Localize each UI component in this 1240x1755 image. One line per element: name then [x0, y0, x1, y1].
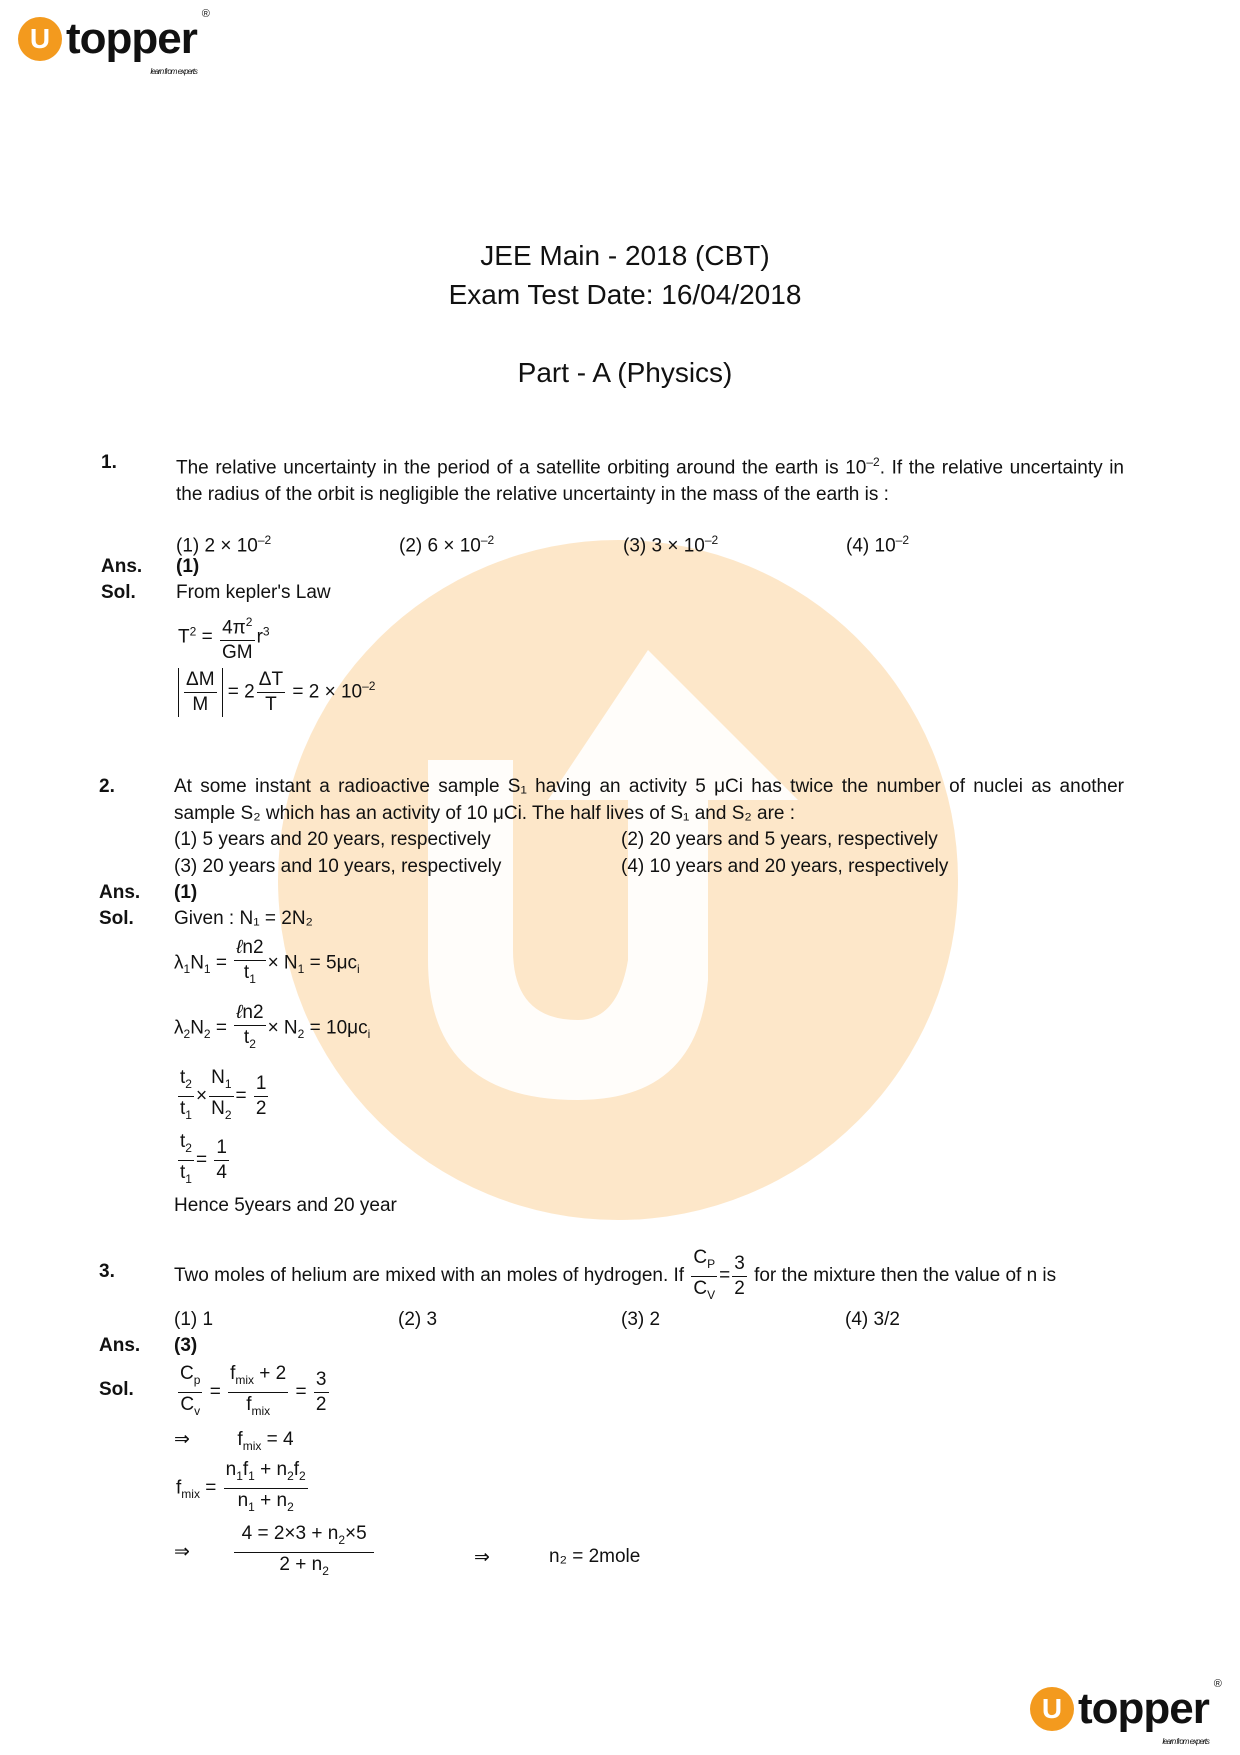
logo-reg: ®: [201, 8, 209, 20]
q1-number: 1.: [101, 452, 117, 473]
q3-sol-label: Sol.: [99, 1379, 134, 1400]
q2-eq-2: $\lambda_2N_2$ = $\frac{\text{ℓn2}}{t_2}$ × $N_2 = 10\mu c_i$: [174, 1002, 371, 1051]
q2-sol-label: Sol.: [99, 908, 134, 929]
q3-implies: ⇒: [474, 1547, 490, 1568]
q2-answer: (1): [174, 882, 198, 903]
topper-logo-icon: U: [1030, 1687, 1074, 1731]
q1-option-3: (3) $3 \times 10^{-2}$: [623, 533, 719, 557]
q1-text: The relative uncertainty in the period of a satellite orbiting around the earth is $10^{-2}$. If the relative uncertainty in the radius of the orbit is negligible the relative uncertainty in the mass of the earth is :: [176, 455, 1124, 506]
q1-option-1: (1) $2 \times 10^{-2}$: [176, 533, 272, 557]
q3-option-4: (4) 3/2: [845, 1309, 900, 1330]
logo-reg: ®: [1213, 1678, 1221, 1690]
q2-number: 2.: [99, 776, 115, 797]
q2-option-1: (1) 5 years and 20 years, respectively: [174, 829, 491, 850]
q3-eq-2: ⇒ $f_{mix} = 4$: [174, 1429, 294, 1453]
exam-title: JEE Main - 2018 (CBT): [480, 240, 770, 271]
logo-word: topper: [1078, 1684, 1209, 1733]
q2-option-3: (3) 20 years and 10 years, respectively: [174, 856, 502, 877]
logo-word: topper: [66, 14, 197, 63]
q3-answer: (3): [174, 1335, 198, 1356]
q1-option-2: (2) $6 \times 10^{-2}$: [399, 533, 495, 557]
logo-tagline: learn from experts: [150, 67, 197, 76]
q3-ans-label: Ans.: [99, 1335, 141, 1356]
q2-option-2: (2) 20 years and 5 years, respectively: [621, 829, 938, 850]
q2-hence: Hence 5years and 20 year: [174, 1195, 397, 1216]
q3-option-3: (3) 2: [621, 1309, 661, 1330]
q2-given: Given : N₁ = 2N₂: [174, 908, 313, 929]
q3-eq-1: $\frac{C_p}{C_v}$ = $\frac{f_{mix} + 2}{f_{mix}}$ = $\frac{3}{2}$: [180, 1363, 327, 1418]
topper-logo[interactable]: [18, 8, 209, 76]
q2-option-4: (4) 10 years and 20 years, respectively: [621, 856, 949, 877]
q3-number: 3.: [99, 1261, 115, 1282]
exam-date: Exam Test Date: 16/04/2018: [448, 279, 802, 310]
q2-eq-4: $\frac{t_2}{t_1}$ = $\frac{1}{4}$: [180, 1131, 227, 1186]
q1-result-eq: $\frac{\Delta M}{M}$ = 2 $\frac{\Delta T}{T}$ = $2 \times 10^{-2}$: [178, 668, 375, 717]
q1-sol-line: From kepler's Law: [176, 582, 331, 603]
q1-sol-label: Sol.: [101, 582, 136, 603]
q1-ans-label: Ans.: [101, 556, 143, 577]
q3-result: n₂ = 2mole: [549, 1546, 641, 1567]
q3-option-1: (1) 1: [174, 1309, 214, 1330]
topper-logo-icon: U: [18, 17, 62, 61]
q3-eq-3: $f_{mix}$ = $\frac{n_1f_1 + n_2f_2}{n_1 + n_2}$: [176, 1459, 306, 1514]
q2-ans-label: Ans.: [99, 882, 141, 903]
q2-eq-3: $\frac{t_2}{t_1}$ × $\frac{N_1}{N_2}$ = $\frac{1}{2}$: [180, 1067, 267, 1122]
q1-option-4: (4) $10^{-2}$: [846, 533, 909, 557]
q2-text: At some instant a radioactive sample S₁ having an activity 5 μCi has twice the number of nuclei as another sample S₂ which has an activity of 10 μCi. The half lives of S₁ and S₂ are :: [174, 776, 1124, 824]
q3-text: Two moles of helium are mixed with an moles of hydrogen. If $\frac{C_P}{C_V}$ = $\frac{3}{2}$ for the mixture then the value of n is: [174, 1247, 1057, 1302]
q1-kepler-eq: $T^2$ = $\frac{4\pi^2}{GM}$ $r^3$: [178, 610, 270, 665]
logo-tagline: learn from experts: [1162, 1737, 1209, 1746]
q3-eq-4: ⇒ $\frac{4 = 2\times 3 + n_2\times 5}{2 + n_2}$: [174, 1522, 376, 1583]
topper-logo-bottom[interactable]: [1030, 1678, 1221, 1746]
q3-option-2: (2) 3: [398, 1309, 438, 1330]
part-title: Part - A (Physics): [517, 357, 733, 388]
q1-answer: (1): [176, 556, 200, 577]
watermark-logo-icon: [278, 540, 958, 1220]
q2-eq-1: $\lambda_1N_1$ = $\frac{\text{ℓn2}}{t_1}$ × $N_1 = 5\mu c_i$: [174, 937, 360, 986]
